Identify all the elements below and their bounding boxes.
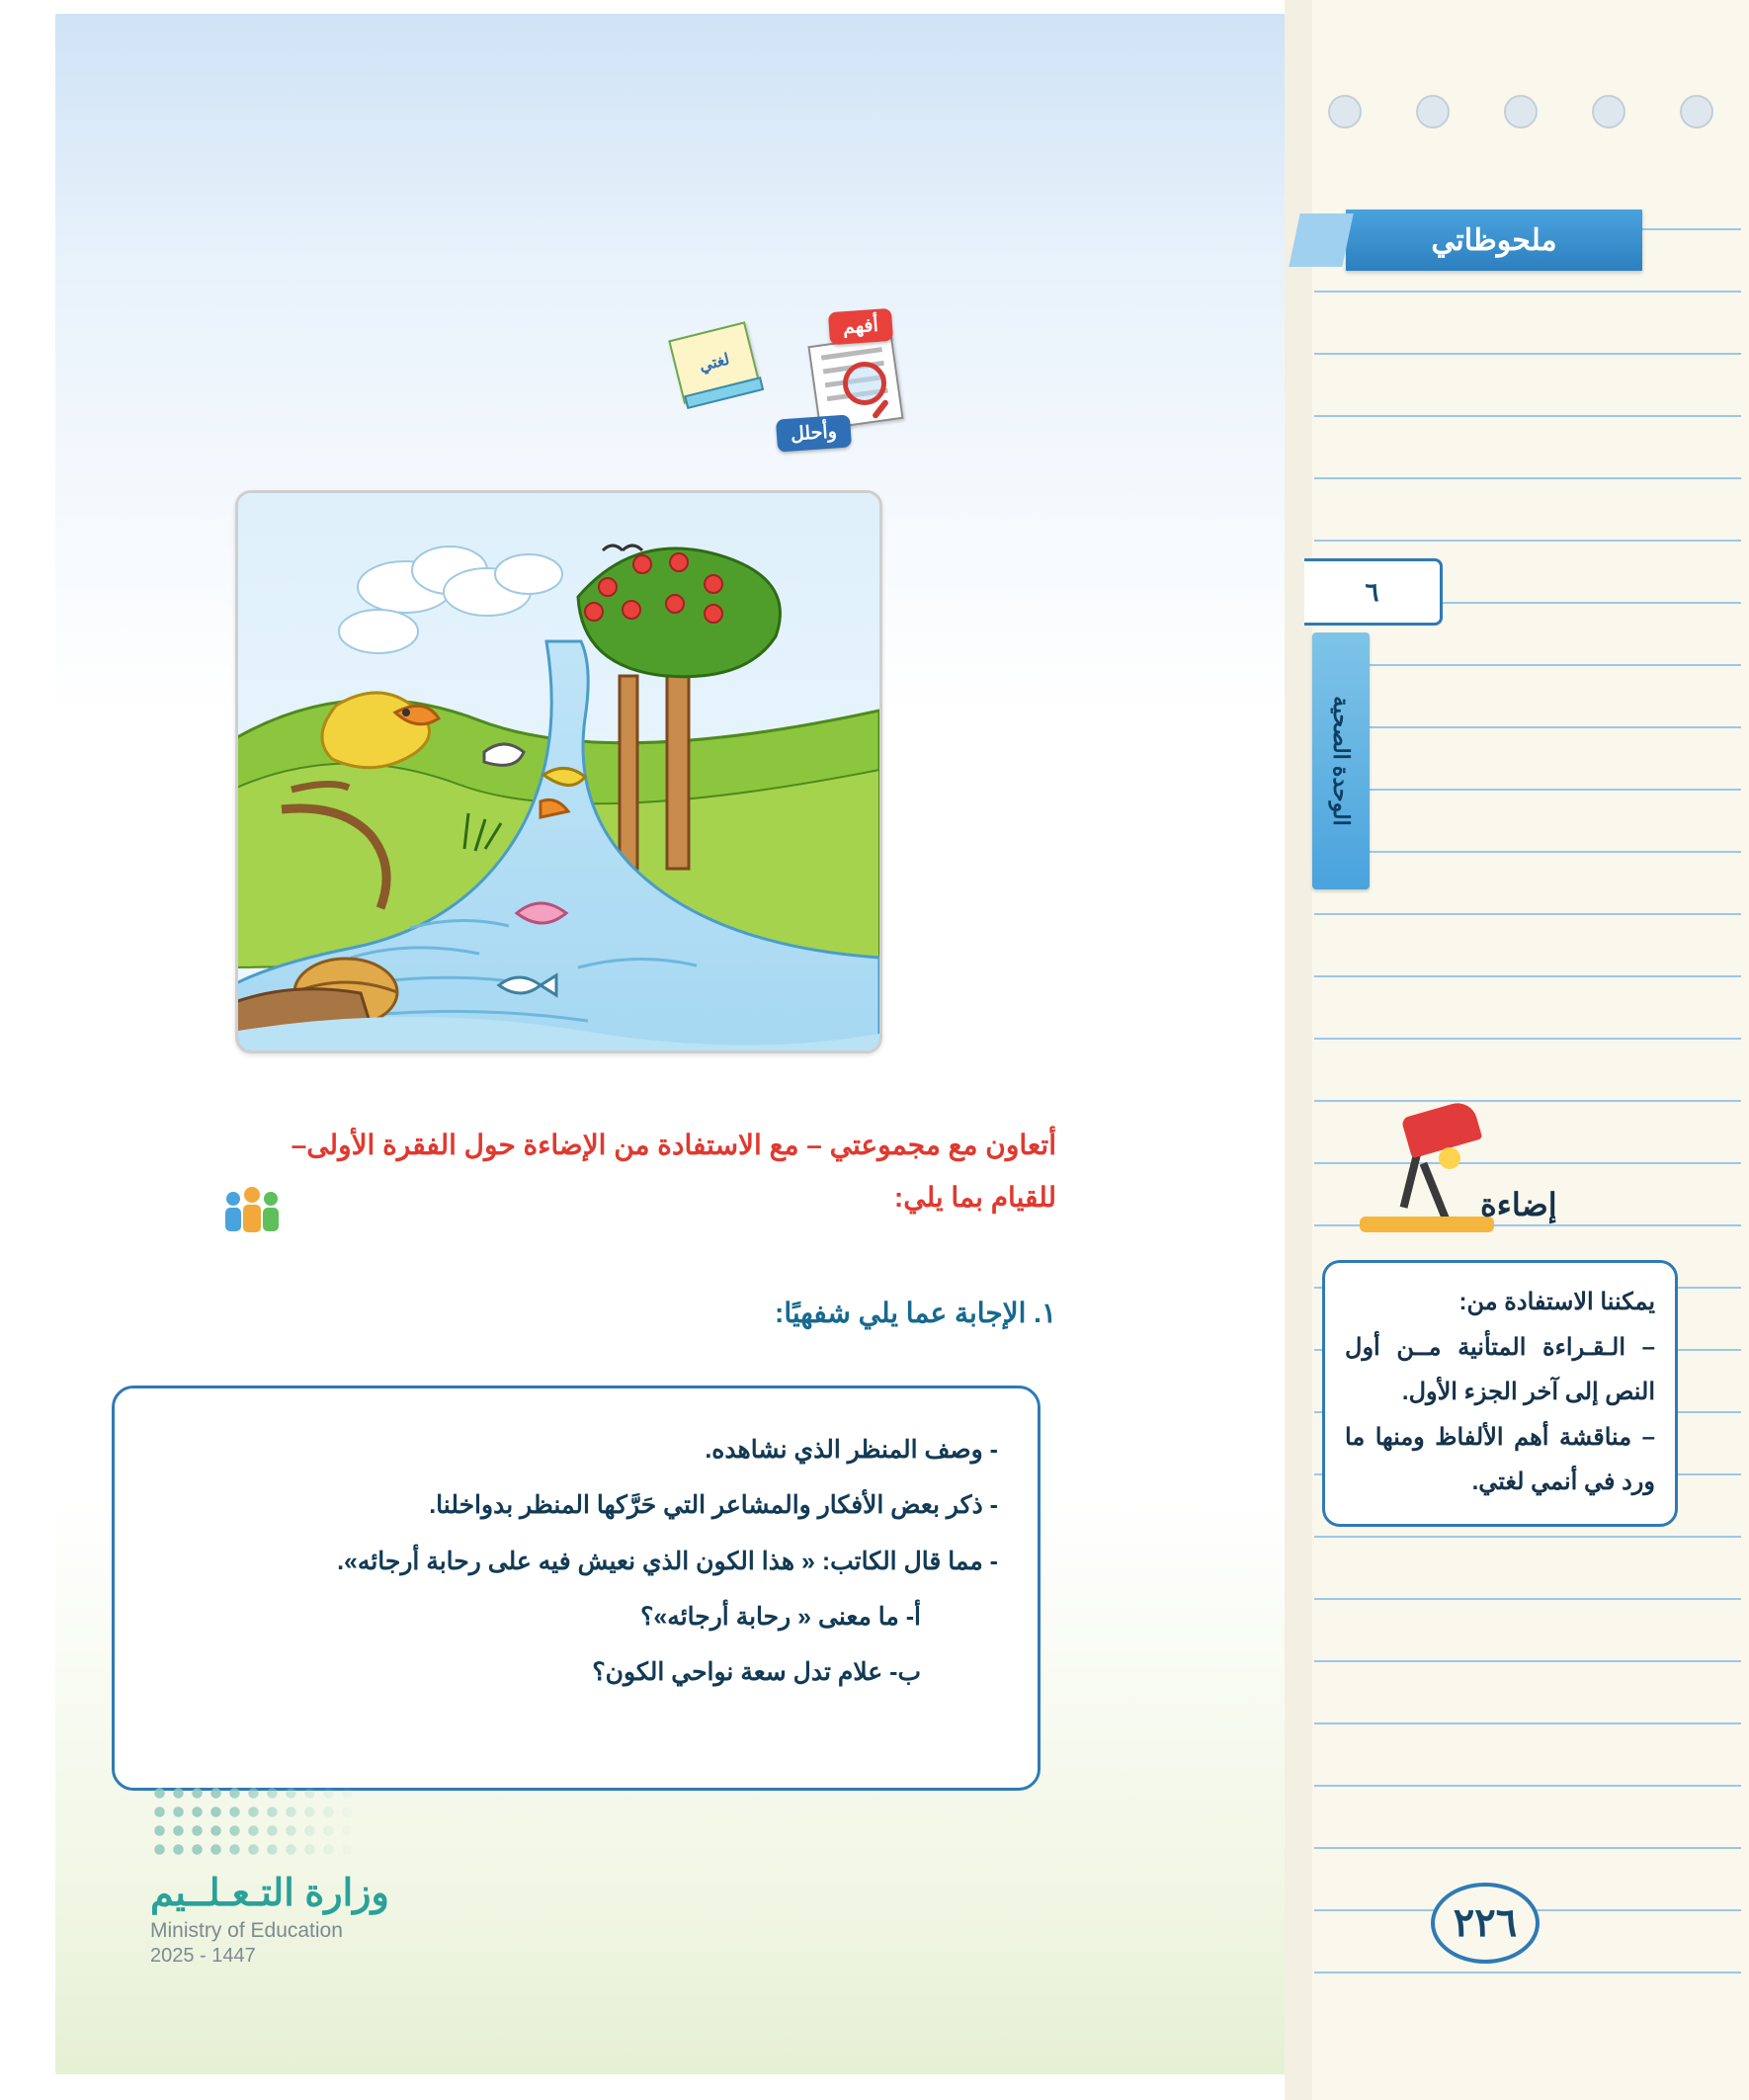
- answer-sub-item: أ- ما معنى « رحابة أرجائه»؟: [640, 1602, 921, 1631]
- ministry-year: 2025 - 1447: [150, 1945, 256, 1967]
- magnifier-icon: [843, 362, 886, 405]
- binder-hole: [1680, 95, 1713, 128]
- group-work-svg: [221, 1185, 283, 1238]
- main-content-area: [55, 14, 1286, 2074]
- illumination-box: [1322, 1260, 1678, 1527]
- answer-sub-item: ب- علام تدل سعة نواحي الكون؟: [592, 1658, 921, 1686]
- illumination-label: إضاءة: [1480, 1187, 1557, 1222]
- binder-hole: [1592, 95, 1625, 128]
- illumination-line: – الـقـراءة المتأنية مــن أول النص إلى آخر الجزء الأول.: [1345, 1334, 1655, 1405]
- binder-holes: [1328, 95, 1713, 128]
- unit-name-ribbon: [1312, 632, 1370, 889]
- group-work-icon: [221, 1185, 283, 1238]
- answer-item: - ذكر بعض الأفكار والمشاعر التي حَرَّكها المنظر بدواخلنا.: [429, 1491, 998, 1520]
- unit-name-label: الوحدة الصحية: [1329, 696, 1354, 826]
- book-icon-label: لغتي: [698, 351, 732, 376]
- task-instruction-line-1: أتعاون مع مجموعتي – مع الاستفادة من الإضاءة حول الفقرة الأولى–: [291, 1130, 1056, 1160]
- book-icon: [668, 321, 761, 403]
- ministry-name-ar: وزارة التـعـلــيم: [150, 1873, 389, 1914]
- oral-answers-box: [112, 1386, 1041, 1791]
- task-instruction-line-2: للقيام بما يلي:: [893, 1182, 1056, 1214]
- page-number: ٢٢٦: [1431, 1883, 1540, 1964]
- illumination-line: – مناقشة أهم الألفاظ ومنها ما ورد في أنمي لغتي.: [1345, 1424, 1655, 1495]
- nature-scene-illustration: [235, 490, 882, 1053]
- binder-hole: [1416, 95, 1450, 128]
- activity-icon-cluster: [606, 310, 902, 459]
- illumination-line: يمكننا الاستفادة من:: [1458, 1289, 1655, 1315]
- ministry-dots-pattern: [150, 1784, 358, 1861]
- task-instruction: [187, 1119, 1056, 1223]
- answer-item: - وصف المنظر الذي نشاهده.: [705, 1436, 998, 1464]
- binder-hole: [1504, 95, 1538, 128]
- answer-item: - مما قال الكاتب: « هذا الكون الذي نعيش فيه على رحابة أرجائه».: [337, 1547, 998, 1575]
- nature-scene-svg: [235, 493, 879, 1053]
- question-heading: ١. الإجابة عما يلي شفهيًا:: [775, 1298, 1056, 1328]
- unit-number-tab: ٦: [1304, 558, 1443, 626]
- page-left-margin: [0, 0, 55, 2100]
- analyze-badge: وأحلل: [776, 414, 852, 452]
- ministry-logo: [150, 1784, 506, 1968]
- understand-badge: أفهم: [828, 308, 893, 345]
- binder-hole: [1328, 95, 1362, 128]
- notes-sidebar: [1285, 0, 1749, 2100]
- ministry-name-en: Ministry of Education: [150, 1919, 343, 1942]
- notes-title-tab: ملحوظاتي: [1346, 210, 1642, 271]
